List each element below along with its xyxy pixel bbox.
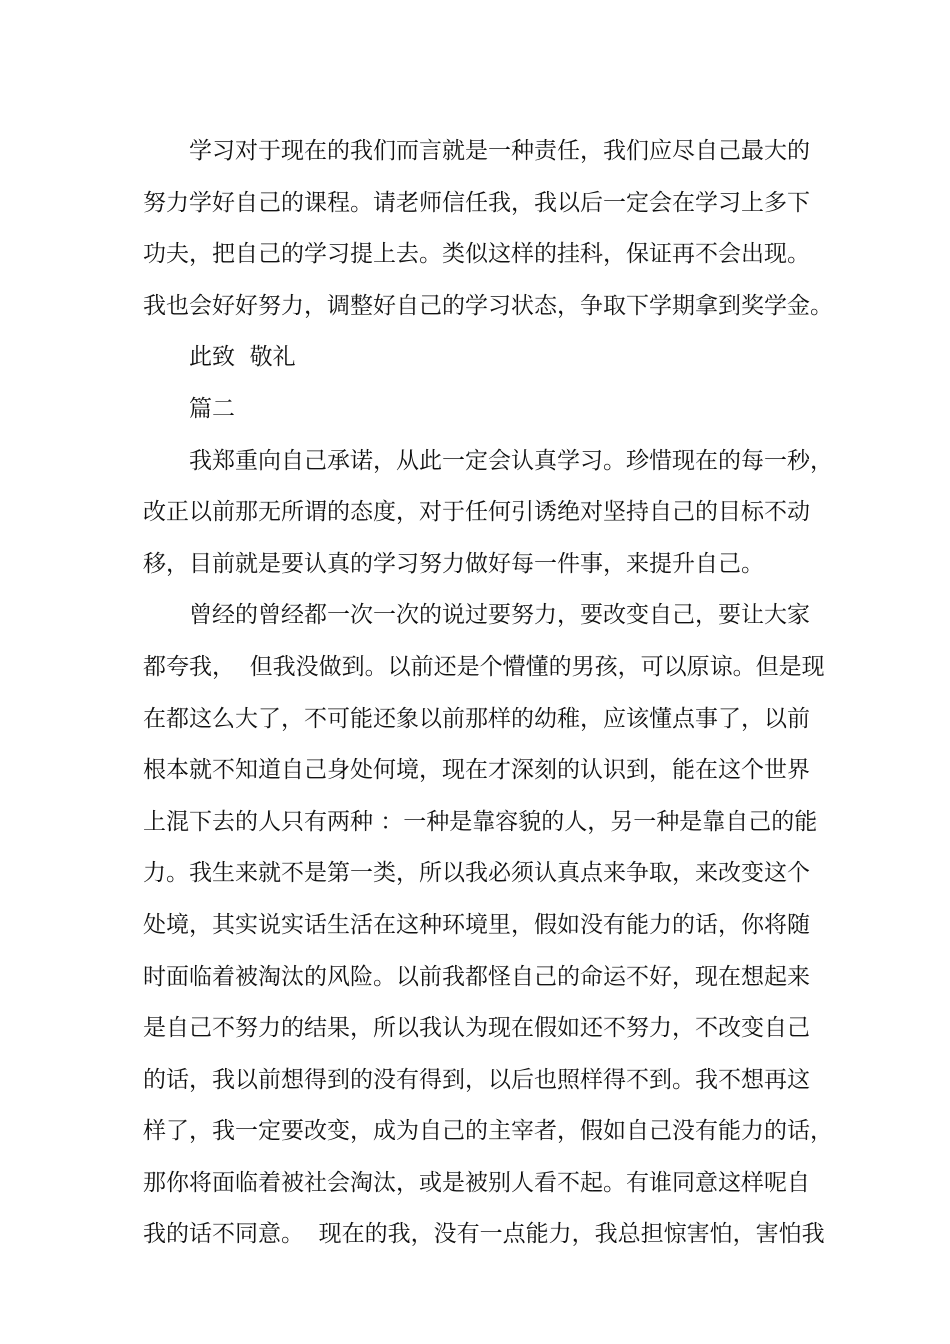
text-line: 我的话不同意。 现在的我，没有一点能力，我总担惊害怕，害怕我: [143, 1221, 825, 1248]
text-line: 移，目前就是要认真的学习努力做好每一件事，来提升自己。: [143, 550, 764, 577]
text-line: 改正以前那无所谓的态度，对于任何引诱绝对坚持自己的目标不动: [143, 499, 810, 526]
text-line: 学习对于现在的我们而言就是一种责任，我们应尽自己最大的: [189, 138, 810, 164]
document-body: [143, 126, 833, 1261]
text-line: 曾经的曾经都一次一次的说过要努力，要改变自己，要让大家: [189, 602, 810, 629]
text-line: 时面临着被淘汰的风险。以前我都怪自己的命运不好，现在想起来: [143, 963, 810, 990]
text-line: 篇二: [189, 395, 235, 422]
text-line: 功夫，把自己的学习提上去。类似这样的挂科，保证再不会出现。: [143, 241, 810, 268]
text-line: 样了，我一定要改变，成为自己的主宰者，假如自己没有能力的话，: [143, 1118, 833, 1145]
text-line: 在都这么大了，不可能还象以前那样的幼稚，应该懂点事了，以前: [143, 705, 810, 732]
text-line: 那你将面临着被社会淘汰，或是被别人看不起。有谁同意这样呢自: [143, 1169, 810, 1196]
text-line: 是自己不努力的结果，所以我认为现在假如还不努力，不改变自己: [143, 1015, 810, 1042]
text-line: 都夸我， 但我没做到。以前还是个懵懂的男孩，可以原谅。但是现: [143, 653, 825, 680]
text-line: 上混下去的人只有两种 ：一种是靠容貌的人，另一种是靠自己的能: [143, 808, 818, 835]
text-line: 力。我生来就不是第一类，所以我必须认真点来争取，来改变这个: [143, 860, 810, 887]
text-line: 根本就不知道自己身处何境，现在才深刻的认识到，能在这个世界: [143, 757, 810, 784]
text-line: 处境，其实说实话生活在这种环境里，假如没有能力的话，你将随: [143, 911, 810, 938]
text-line: 此致 敬礼: [189, 344, 296, 371]
text-line: 我也会好好努力，调整好自己的学习状态，争取下学期拿到奖学金。: [143, 292, 833, 319]
text-line: 我郑重向自己承诺，从此一定会认真学习。珍惜现在的每一秒，: [189, 447, 833, 474]
text-line: 努力学好自己的课程。请老师信任我，我以后一定会在学习上多下: [143, 189, 810, 216]
text-line: 的话，我以前想得到的没有得到，以后也照样得不到。我不想再这: [143, 1066, 810, 1093]
